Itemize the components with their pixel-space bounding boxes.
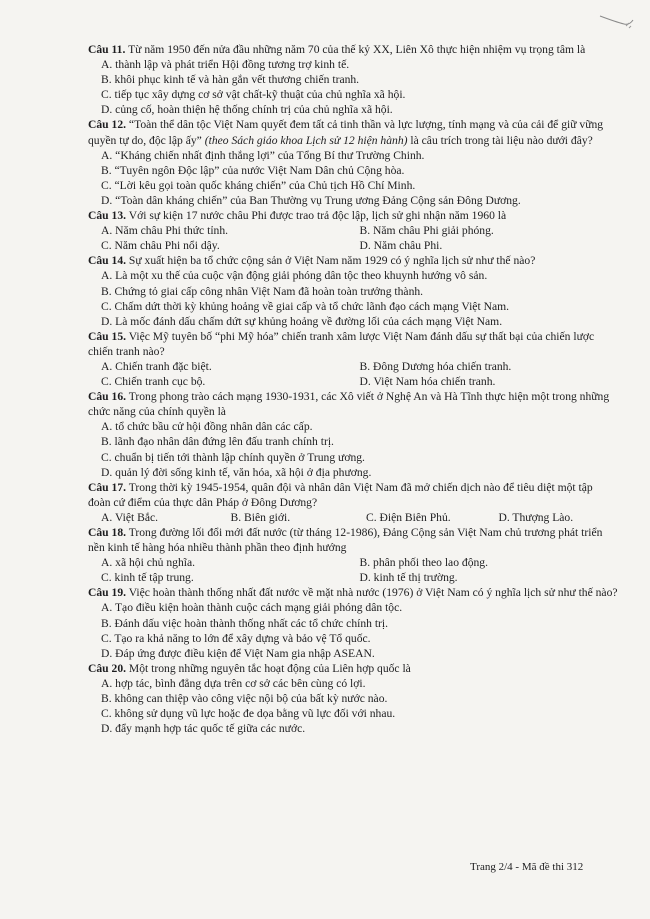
question-text-end: là câu trích trong tài liệu nào dưới đây? xyxy=(410,133,593,147)
question-text: Việc Mỹ tuyên bố “phi Mỹ hóa” chiến tranh xâm lược Việt Nam đánh dấu sự thất bại của chiến lược chiến tranh nào? xyxy=(88,329,595,358)
question-number: Câu 19. xyxy=(88,586,127,600)
option-a: A. Là một xu thế của cuộc vận động giải phóng dân tộc theo khuynh hướng vô sản. xyxy=(101,269,488,283)
question-16 xyxy=(88,389,618,419)
option-d: D. Là mốc đánh dấu chấm dứt sự khủng hoảng về đường lối của cách mạng Việt Nam. xyxy=(101,314,503,328)
options-row xyxy=(88,238,618,253)
option-c: C. “Lời kêu gọi toàn quốc kháng chiến” của Chủ tịch Hồ Chí Minh. xyxy=(101,178,416,192)
question-source-note: (theo Sách giáo khoa Lịch sử 12 hiện hành) xyxy=(204,133,408,147)
pen-mark-icon xyxy=(598,10,636,32)
question-number: Câu 13. xyxy=(88,209,127,223)
option-b: B. Chứng tỏ giai cấp công nhân Việt Nam đã hoàn toàn trưởng thành. xyxy=(101,284,424,298)
option-a: A. Việt Bắc. xyxy=(101,510,159,524)
options-row xyxy=(88,374,618,389)
option-d: D. quản lý đời sống kinh tế, văn hóa, xã hội ở địa phương. xyxy=(101,465,372,479)
option-d: D. củng cố, hoàn thiện hệ thống chính trị của chủ nghĩa xã hội. xyxy=(101,103,393,117)
option-a: A. thành lập và phát triển Hội đồng tương trợ kinh tế. xyxy=(101,58,350,72)
option-a: A. Tạo điều kiện hoàn thành cuộc cách mạng giải phóng dân tộc. xyxy=(101,601,403,615)
options-row xyxy=(88,223,618,238)
option-a: A. “Kháng chiến nhất định thắng lợi” của Tổng Bí thư Trường Chinh. xyxy=(101,148,425,162)
question-text: Trong phong trào cách mạng 1930-1931, các Xô viết ở Nghệ An và Hà Tĩnh thực hiện một trong những chức năng của chính quyền là xyxy=(88,390,610,419)
question-11 xyxy=(88,42,618,57)
option-c: C. chuẩn bị tiến tới thành lập chính quyền ở Trung ương. xyxy=(101,450,365,464)
option-b: B. phân phối theo lao động. xyxy=(359,556,488,570)
option-d: D. Việt Nam hóa chiến tranh. xyxy=(359,375,496,389)
question-text: “Toàn thể dân tộc Việt Nam quyết đem tất cả tinh thần và lực lượng, tính mạng và của cải để giữ vững quyền tự do, độc lập ấy” xyxy=(88,118,604,147)
question-20 xyxy=(88,661,618,676)
question-text: Sự xuất hiện ba tổ chức cộng sản ở Việt Nam năm 1929 có ý nghĩa lịch sử như thế nào? xyxy=(128,254,536,268)
question-number: Câu 14. xyxy=(88,254,127,268)
option-c: C. không sử dụng vũ lực hoặc đe dọa bằng vũ lực đối với nhau. xyxy=(101,707,396,721)
question-text: Trong đường lối đổi mới đất nước (từ tháng 12-1986), Đảng Cộng sản Việt Nam chủ trương phát triển nền kinh tế hàng hóa nhiều thành phần theo định hướng xyxy=(88,526,603,555)
question-number: Câu 11. xyxy=(88,43,126,56)
option-c: C. Điện Biên Phủ. xyxy=(365,510,451,524)
option-c: C. Năm châu Phi nổi dậy. xyxy=(101,239,220,253)
question-17 xyxy=(88,480,618,510)
option-b: B. Đánh dấu việc hoàn thành thống nhất các tổ chức chính trị. xyxy=(101,616,389,630)
question-19 xyxy=(88,585,618,600)
option-d: D. đẩy mạnh hợp tác quốc tế giữa các nước. xyxy=(101,722,306,736)
options-row xyxy=(88,570,618,585)
option-b: B. khôi phục kinh tế và hàn gắn vết thương chiến tranh. xyxy=(101,73,360,87)
question-text: Trong thời kỳ 1945-1954, quân đội và nhân dân Việt Nam đã mở chiến dịch nào để tiêu diệt một tập đoàn cứ điểm của thực dân Pháp ở Đông Dương? xyxy=(88,480,593,509)
option-d: D. kinh tế thị trường. xyxy=(359,571,458,585)
question-text: Từ năm 1950 đến nửa đầu những năm 70 của thế kỷ XX, Liên Xô thực hiện nhiệm vụ trọng tâm là xyxy=(128,43,586,56)
option-c: C. Tạo ra khả năng to lớn để xây dựng và bảo vệ Tổ quốc. xyxy=(101,631,371,645)
question-18 xyxy=(88,525,618,555)
question-text: Một trong những nguyên tắc hoạt động của Liên hợp quốc là xyxy=(128,661,411,675)
option-b: B. Biên giới. xyxy=(230,510,291,524)
option-b: B. không can thiệp vào công việc nội bộ của bất kỳ nước nào. xyxy=(101,692,388,706)
question-text: Với sự kiện 17 nước châu Phi được trao trả độc lập, lịch sử ghi nhận năm 1960 là xyxy=(128,209,507,223)
question-number: Câu 17. xyxy=(88,480,127,494)
options-row xyxy=(88,510,618,525)
question-text: Việc hoàn thành thống nhất đất nước về mặt nhà nước (1976) ở Việt Nam có ý nghĩa lịch sử như thế nào? xyxy=(128,586,618,600)
options-row xyxy=(88,555,618,570)
question-number: Câu 18. xyxy=(88,526,127,539)
question-number: Câu 16. xyxy=(88,390,127,404)
question-15 xyxy=(88,329,618,359)
option-a: A. xã hội chủ nghĩa. xyxy=(101,556,196,570)
option-d: D. Thượng Lào. xyxy=(498,510,574,524)
question-number: Câu 20. xyxy=(88,661,127,675)
exam-content xyxy=(88,42,618,736)
option-b: B. lãnh đạo nhân dân đứng lên đấu tranh chính trị. xyxy=(101,435,334,449)
option-d: D. Năm châu Phi. xyxy=(359,239,443,253)
question-12 xyxy=(88,117,618,147)
page-footer: Trang 2/4 - Mã đề thi 312 xyxy=(470,861,584,873)
question-number: Câu 12. xyxy=(88,118,127,132)
option-a: A. hợp tác, bình đẳng dựa trên cơ sở các bên cùng có lợi. xyxy=(101,676,366,690)
option-c: C. Chấm dứt thời kỳ khủng hoảng về giai cấp và tổ chức lãnh đạo cách mạng Việt Nam. xyxy=(101,299,510,313)
question-14 xyxy=(88,253,618,268)
option-a: A. tổ chức bầu cử hội đồng nhân dân các cấp. xyxy=(101,420,313,434)
option-b: B. Đông Dương hóa chiến tranh. xyxy=(359,359,512,373)
question-13 xyxy=(88,208,618,223)
question-number: Câu 15. xyxy=(88,329,127,343)
options-row xyxy=(88,359,618,374)
option-a: A. Chiến tranh đặc biệt. xyxy=(101,359,212,373)
option-b: B. Năm châu Phi giải phóng. xyxy=(359,224,494,238)
option-b: B. “Tuyên ngôn Độc lập” của nước Việt Nam Dân chủ Cộng hòa. xyxy=(101,163,405,177)
option-c: C. Chiến tranh cục bộ. xyxy=(101,375,206,389)
option-d: D. “Toàn dân kháng chiến” của Ban Thường vụ Trung ương Đảng Cộng sản Đông Dương. xyxy=(101,193,521,207)
option-a: A. Năm châu Phi thức tỉnh. xyxy=(101,224,229,238)
option-d: D. Đáp ứng được điều kiện để Việt Nam gia nhập ASEAN. xyxy=(101,646,375,660)
option-c: C. tiếp tục xây dựng cơ sở vật chất-kỹ thuật của chủ nghĩa xã hội. xyxy=(101,88,406,102)
option-c: C. kinh tế tập trung. xyxy=(101,571,194,585)
